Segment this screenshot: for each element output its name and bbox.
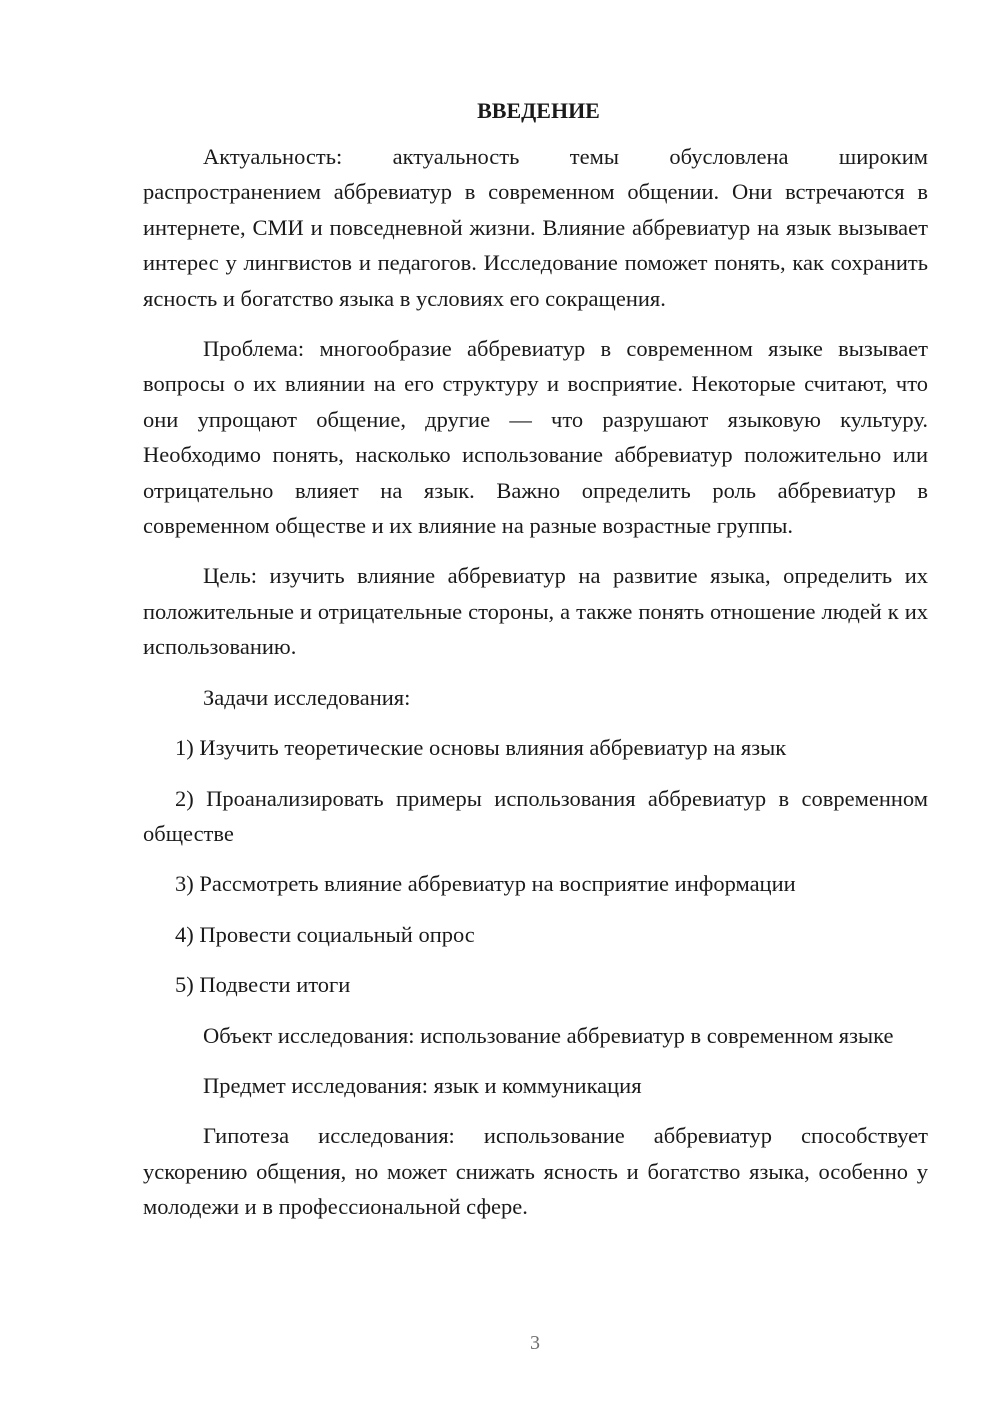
task-item: 2) Проанализировать примеры использования аббревиатур в современном обществе — [143, 785, 928, 846]
page-content — [143, 95, 928, 1240]
task-item: 1) Изучить теоретические основы влияния аббревиатур на язык — [175, 735, 787, 761]
paragraph-goal: Цель: изучить влияние аббревиатур на развитие языка, определить их положительные и отрицательные стороны, а также понять отношение людей к их использованию. — [143, 563, 928, 660]
task-item: 4) Провести социальный опрос — [175, 921, 475, 947]
page-number: 3 — [530, 1332, 540, 1354]
paragraph-hypothesis: Гипотеза исследования: использование аббревиатур способствует ускорению общения, но может снижать ясность и богатство языка, особенно у молодежи и в профессиональной сфере. — [143, 1123, 928, 1220]
paragraph-subject: Предмет исследования: язык и коммуникация — [203, 1072, 642, 1098]
task-item: 5) Подвести итоги — [175, 972, 351, 998]
paragraph-problem: Проблема: многообразие аббревиатур в современном языке вызывает вопросы о их влиянии на его структуру и восприятие. Некоторые считают, что они упрощают общение, другие — что разрушают языковую культуру. Необходимо понять, насколько использование аббревиатур положительно или отрицательно влияет на язык. Важно определить роль аббревиатур в современном обществе и их влияние на разные возрастные группы. — [143, 336, 928, 539]
paragraph-tasks-heading: Задачи исследования: — [203, 684, 411, 710]
paragraph-relevance: Актуальность: актуальность темы обусловлена широким распространением аббревиатур в современном общении. Они встречаются в интернете, СМИ и повседневной жизни. Влияние аббревиатур на язык вызывает интерес у лингвистов и педагогов. Исследование поможет понять, как сохранить ясность и богатство языка в условиях его сокращения. — [143, 144, 928, 311]
section-title: ВВЕДЕНИЕ — [477, 98, 600, 123]
task-item: 3) Рассмотреть влияние аббревиатур на восприятие информации — [175, 871, 796, 897]
paragraph-object: Объект исследования: использование аббревиатур в современном языке — [203, 1022, 894, 1048]
